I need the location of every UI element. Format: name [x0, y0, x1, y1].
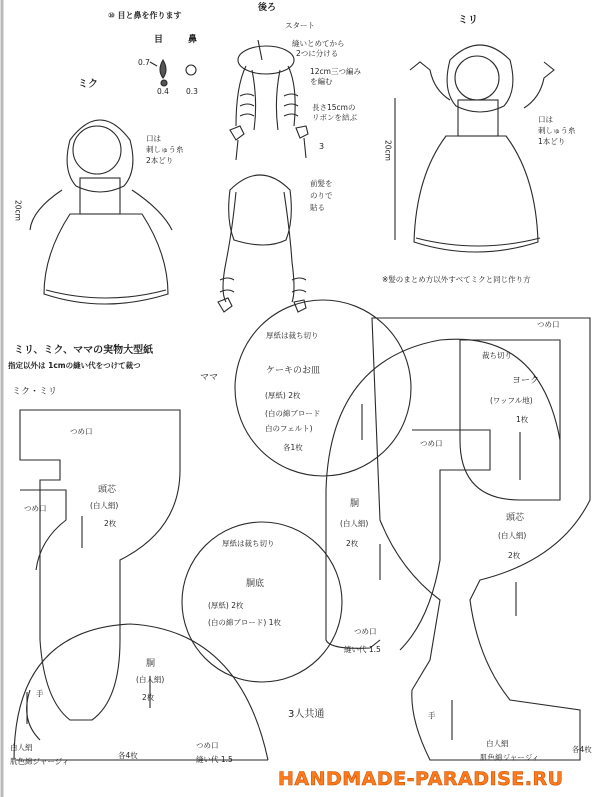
left-head-count: 2枚 — [104, 519, 117, 528]
mama-yoke-mat: (ワッフル地) — [490, 396, 533, 405]
miku-miri-label: ミク・ミリ — [12, 387, 58, 397]
mama-hand: 手 — [428, 711, 436, 720]
left-body-count: 2枚 — [142, 693, 155, 702]
mama-mat-1: 白人絹 — [486, 739, 509, 748]
left-bottom-seam: 縫い代 1.5 — [196, 755, 233, 764]
base-line-2: (白の綿ブロード) 1枚 — [208, 618, 282, 627]
back-title: 後ろ — [258, 3, 277, 13]
miku-name: ミク — [78, 79, 98, 90]
miri-mouth-3: 1本どり — [538, 137, 566, 146]
miri-mouth-1: 口は — [538, 115, 553, 124]
section-title: ⑩ 目と鼻を作ります — [108, 11, 182, 20]
mama-seam: 縫い代 1.5 — [344, 645, 381, 654]
cake-name: ケーキのお皿 — [266, 366, 321, 376]
mama-body-mat: (白人絹) — [340, 519, 369, 528]
miku-mouth-1: 口は — [146, 134, 161, 143]
back-note-1: 縫いとめてから — [292, 39, 345, 48]
start-label: スタート — [285, 21, 315, 30]
mama-yoke-count: 1枚 — [516, 415, 529, 424]
cake-cut: 厚紙は裁ち切り — [266, 331, 319, 340]
mama-tsumeguchi-top: つめ口 — [537, 320, 560, 329]
mama-cut: 裁ち切り — [482, 351, 512, 360]
cake-line-1: (厚紙) 2枚 — [265, 391, 301, 400]
left-body-mat: (白人絹) — [136, 675, 165, 684]
ribbon-note-1: 長さ15cmの — [312, 103, 356, 112]
miku-height: 20cm — [13, 200, 23, 221]
left-head: 頭芯 — [98, 485, 117, 495]
cake-line-4: 各1枚 — [283, 443, 303, 452]
mama-mat-2: 肌色綿ジャージィ — [480, 753, 540, 762]
ribbon-note-2: リボンを結ぶ — [312, 113, 357, 122]
mama-tsume-bottom: つめ口 — [354, 627, 377, 636]
watermark: HANDMADE-PARADISE.RU — [278, 768, 564, 790]
left-mat-1: 白人絹 — [10, 743, 33, 752]
mama-mat-count: 各4枚 — [572, 745, 592, 754]
left-head-mat: (白人絹) — [90, 501, 119, 510]
mama-head: 頭芯 — [506, 513, 525, 523]
mama-head-mat: (白人絹) — [498, 531, 527, 540]
bangs-note-1: 前髪を — [310, 179, 333, 188]
pattern-title: ミリ、ミク、ママの実物大型紙 — [14, 345, 154, 356]
mama-head-count: 2枚 — [508, 551, 521, 560]
left-mat-2: 肌色綿ジャージィ — [10, 757, 70, 766]
base-name: 胴底 — [246, 579, 265, 589]
miku-mouth-3: 2本どり — [146, 156, 174, 165]
base-cut: 厚紙は裁ち切り — [222, 539, 275, 548]
miri-mouth-2: 刺しゅう糸 — [538, 126, 576, 135]
pattern-subtitle: 指定以外は 1cmの縫い代をつけて裁つ — [8, 361, 141, 370]
size-07: 0.7 — [138, 58, 150, 67]
bangs-note-2: のりで — [310, 191, 333, 200]
size-04: 0.4 — [157, 87, 169, 96]
step-3: 3 — [319, 142, 325, 151]
left-mat-count: 各4枚 — [118, 751, 138, 760]
mama-yoke: ヨーク — [512, 376, 540, 386]
left-hand: 手 — [36, 689, 44, 698]
mama-tsumeguchi-mid: つめ口 — [420, 439, 443, 448]
common-note: 3人共通 — [288, 709, 325, 720]
miri-name: ミリ — [458, 15, 478, 26]
left-body: 胴 — [146, 659, 156, 669]
mama-label: ママ — [200, 373, 219, 383]
nose-label: 鼻 — [188, 35, 198, 45]
miri-height: 20cm — [383, 140, 393, 161]
cake-line-2: (白の綿ブロード — [265, 409, 321, 418]
braid-note-1: 12cm三つ編み — [310, 67, 361, 76]
left-tsumeguchi-top: つめ口 — [70, 427, 93, 436]
cake-line-3: 白のフェルト) — [265, 424, 313, 433]
eye-label: 目 — [154, 35, 164, 45]
left-bottom-tsume: つめ口 — [196, 741, 219, 750]
bangs-note-3: 貼る — [310, 203, 325, 212]
left-tsumeguchi-side: つめ口 — [24, 504, 47, 513]
miku-mouth-2: 刺しゅう糸 — [146, 145, 184, 154]
mama-body-count: 2枚 — [346, 539, 359, 548]
size-03: 0.3 — [186, 87, 198, 96]
braid-note-2: を編む — [310, 77, 333, 86]
mama-body: 胴 — [350, 499, 360, 509]
hair-note: ※髪のまとめ方以外すべてミクと同じ作り方 — [382, 275, 531, 284]
base-line-1: (厚紙) 2枚 — [208, 601, 244, 610]
back-note-2: 2つに分ける — [296, 49, 339, 58]
